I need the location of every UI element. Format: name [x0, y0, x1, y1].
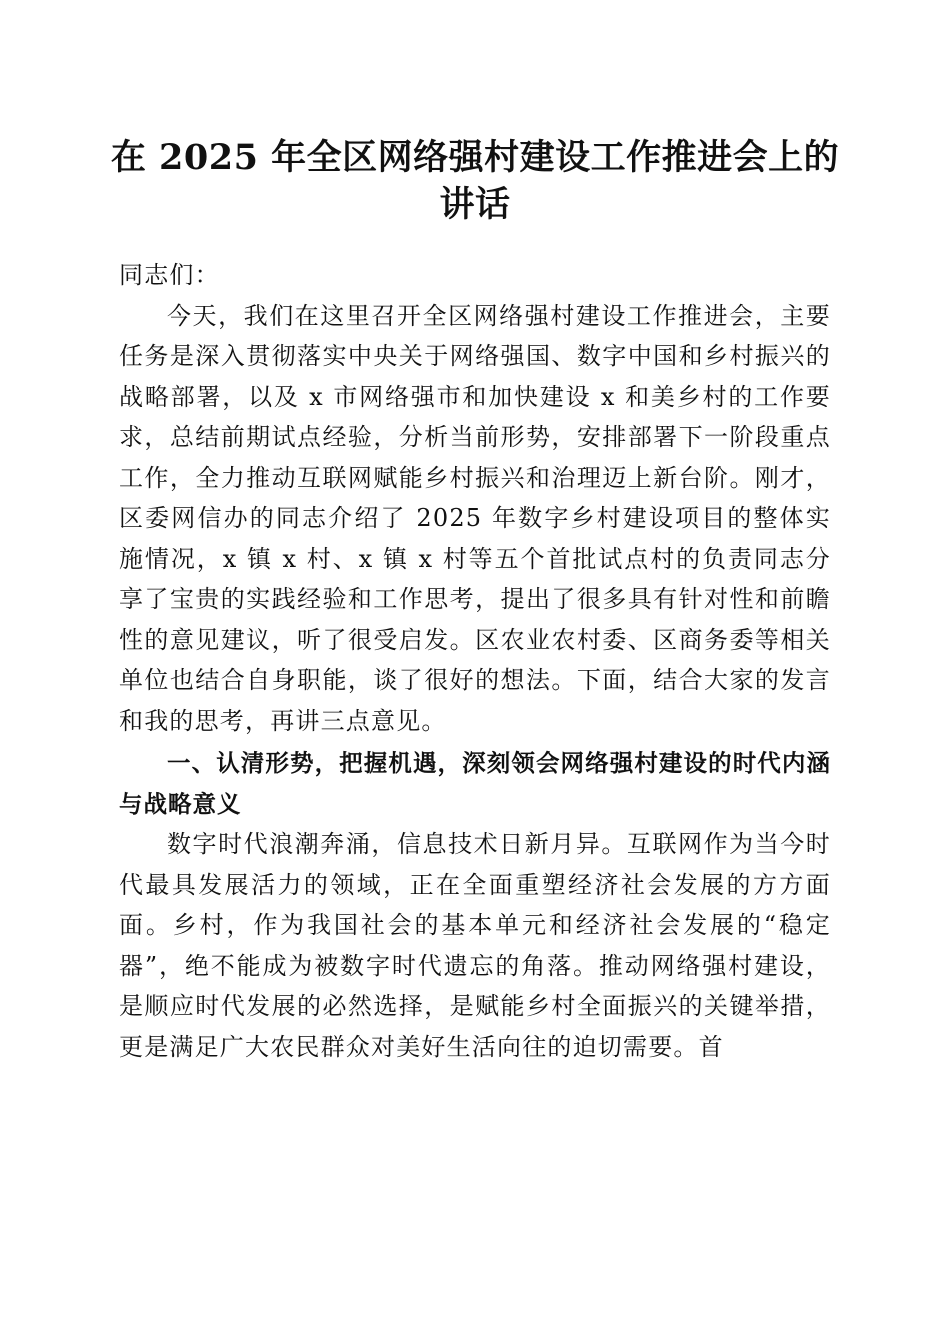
title-line-1: 在 2025 年全区网络强村建设工作推进会上的 — [110, 137, 840, 178]
paragraph-section-1: 数字时代浪潮奔涌，信息技术日新月异。互联网作为当今时代最具发展活力的领域，正在全面重塑经济社会发展的方方面面。乡村，作为我国社会的基本单元和经济社会发展的“稳定器”，绝不能成为被数字时代遗忘的角落。推动网络强村建设，是顺应时代发展的必然选择，是赋能乡村全面振兴的关键举措，更是满足广大农民群众对美好生活向往的迫切需要。首 — [119, 830, 831, 1061]
document-title — [100, 134, 850, 228]
section-heading-1: 一、认清形势，把握机遇，深刻领会网络强村建设的时代内涵与战略意义 — [119, 749, 831, 818]
title-line-2: 讲话 — [439, 184, 511, 225]
paragraph-intro: 今天，我们在这里召开全区网络强村建设工作推进会，主要任务是深入贯彻落实中央关于网络强国、数字中国和乡村振兴的战略部署，以及 x 市网络强市和加快建设 x 和美乡村的工作要求，总结前期试点经验，分析当前形势，安排部署下一阶段重点工作，全力推动互联网赋能乡村振兴和治理迈上新台阶。刚才，区委网信办的同志介绍了 2025 年数字乡村建设项目的整体实施情况，x 镇 x 村、x 镇 x 村等五个首批试点村的负责同志分享了宝贵的实践经验和工作思考，提出了很多具有针对性和前瞻性的意见建议，听了很受启发。区农业农村委、区商务委等相关单位也结合自身职能，谈了很好的想法。下面，结合大家的发言和我的思考，再讲三点意见。 — [119, 301, 831, 735]
salutation: 同志们： — [119, 261, 220, 289]
document-body — [119, 255, 831, 1067]
